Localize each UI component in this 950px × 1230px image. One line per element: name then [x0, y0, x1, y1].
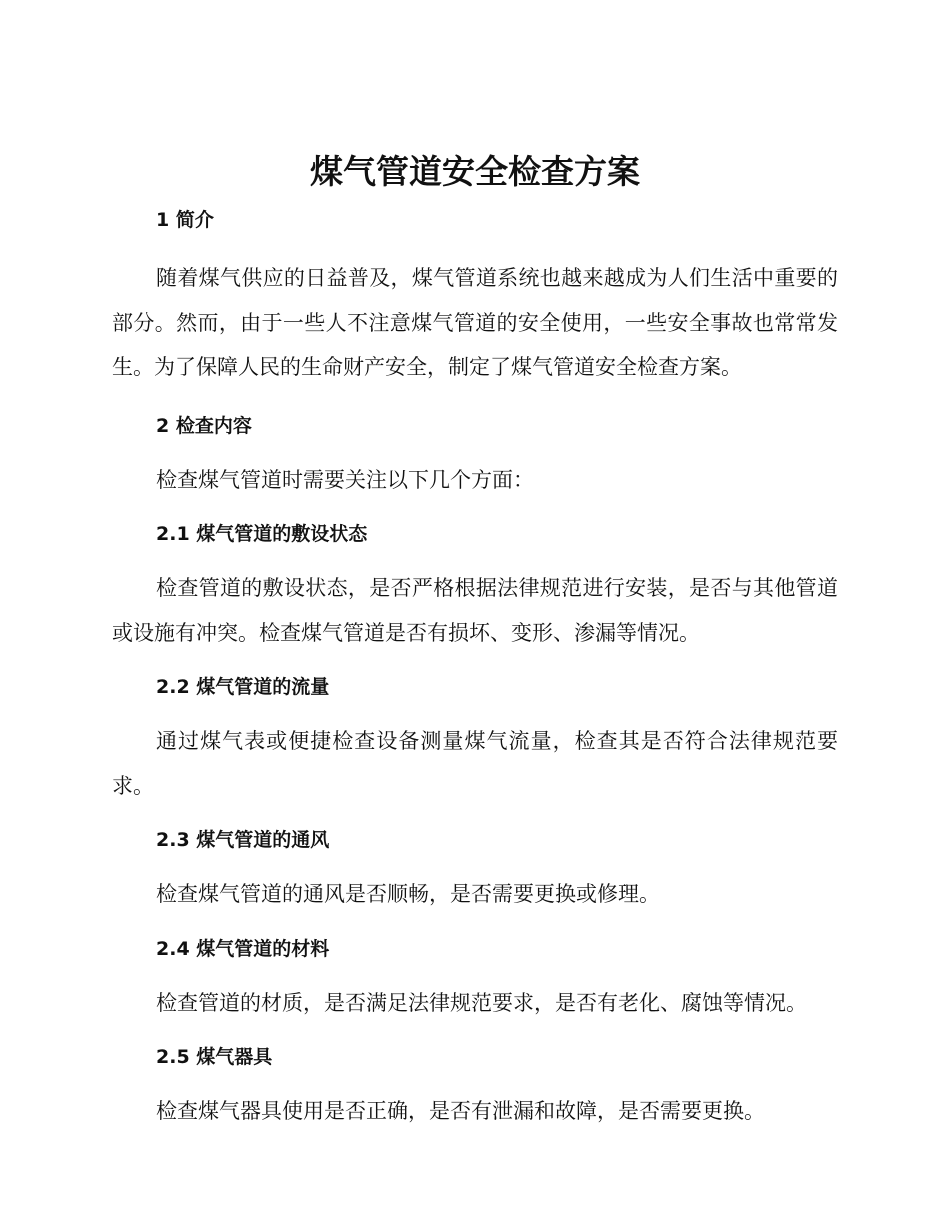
- section-paragraph-material: 检查管道的材质，是否满足法律规范要求，是否有老化、腐蚀等情况。: [156, 990, 807, 1015]
- section-heading-material: 2.4 煤气管道的材料: [156, 937, 330, 960]
- section-paragraph-appliances: 检查煤气器具使用是否正确，是否有泄漏和故障，是否需要更换。: [156, 1099, 765, 1123]
- page-title: 煤气管道安全检查方案: [310, 152, 640, 191]
- section-heading-intro: 1 简介: [156, 209, 214, 231]
- section-paragraph-laying-state: 检查管道的敷设状态，是否严格根据法律规范进行安装，是否与其他管道或设施有冲突。检查煤气管道是否有损坏、变形、渗漏等情况。: [112, 576, 838, 645]
- section-paragraph-check-content: 检查煤气管道时需要关注以下几个方面：: [156, 467, 534, 492]
- section-paragraph-intro: 随着煤气供应的日益普及，煤气管道系统也越来越成为人们生活中重要的部分。然而，由于一些人不注意煤气管道的安全使用，一些安全事故也常常发生。为了保障人民的生命财产安全，制定了煤气管道安全检查方案。: [112, 266, 838, 379]
- section-heading-ventilation: 2.3 煤气管道的通风: [156, 829, 330, 851]
- section-heading-flow: 2.2 煤气管道的流量: [156, 676, 330, 698]
- section-heading-laying-state: 2.1 煤气管道的敷设状态: [156, 523, 368, 545]
- section-paragraph-flow: 通过煤气表或便捷检查设备测量煤气流量，检查其是否符合法律规范要求。: [112, 729, 838, 798]
- section-heading-check-content: 2 检查内容: [156, 414, 252, 437]
- section-paragraph-ventilation: 检查煤气管道的通风是否顺畅，是否需要更换或修理。: [156, 882, 660, 906]
- section-heading-appliances: 2.5 煤气器具: [156, 1046, 273, 1068]
- document-body: [112, 202, 838, 1134]
